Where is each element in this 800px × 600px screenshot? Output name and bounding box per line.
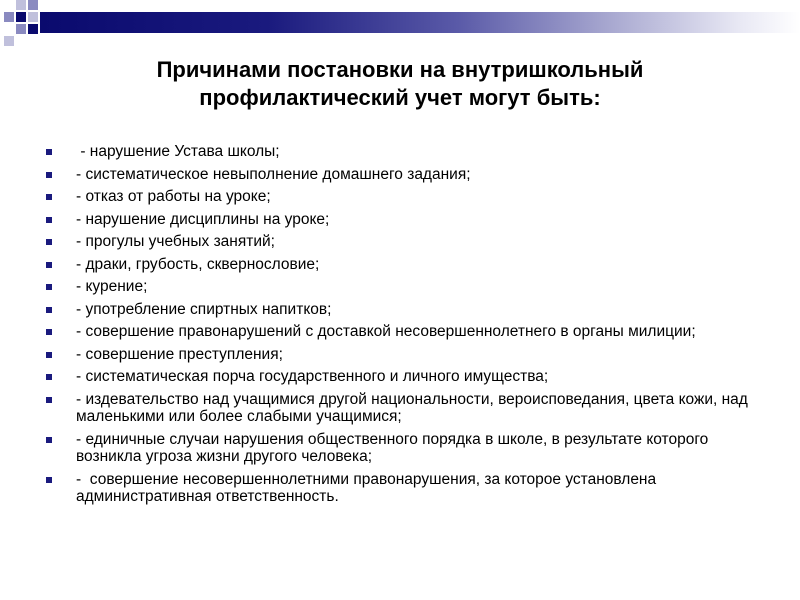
decor-square xyxy=(28,0,38,10)
list-item xyxy=(46,391,766,426)
square-bullet-icon xyxy=(46,374,52,380)
decor-square xyxy=(4,36,14,46)
list-item xyxy=(46,323,766,341)
decor-square xyxy=(28,12,38,22)
square-bullet-icon xyxy=(46,307,52,313)
list-item-text: - систематическое невыполнение домашнего задания; xyxy=(76,165,471,183)
header-decoration xyxy=(0,0,800,48)
list-item xyxy=(46,471,766,506)
square-bullet-icon xyxy=(46,217,52,223)
square-bullet-icon xyxy=(46,149,52,155)
reasons-list xyxy=(46,143,766,511)
square-bullet-icon xyxy=(46,194,52,200)
decor-square xyxy=(16,24,26,34)
slide-title-line-2: профилактический учет могут быть: xyxy=(199,85,601,110)
square-bullet-icon xyxy=(46,437,52,443)
square-bullet-icon xyxy=(46,397,52,403)
list-item-text: - издевательство над учащимися другой национальности, вероисповедания, цвета кожи, над маленькими или более слабыми учащимися; xyxy=(76,390,753,425)
list-item-text: - курение; xyxy=(76,278,148,295)
decor-square xyxy=(28,24,38,34)
list-item xyxy=(46,233,766,251)
list-item xyxy=(46,368,766,386)
list-item-text: - прогулы учебных занятий; xyxy=(76,233,275,250)
slide-title-line-1: Причинами постановки на внутришкольный xyxy=(156,57,644,82)
list-item-text: - совершение преступления; xyxy=(76,345,283,363)
list-item xyxy=(46,256,766,274)
decor-square xyxy=(4,12,14,22)
square-bullet-icon xyxy=(46,284,52,290)
list-item-text: - драки, грубость, сквернословие; xyxy=(76,255,320,273)
square-bullet-icon xyxy=(46,477,52,483)
list-item-text: - нарушение Устава школы; xyxy=(76,143,280,160)
list-item xyxy=(46,143,766,161)
list-item xyxy=(46,346,766,364)
list-item-text: - систематическая порча государственного и личного имущества; xyxy=(76,368,549,385)
list-item-text: - отказ от работы на уроке; xyxy=(76,188,271,205)
header-gradient-bar xyxy=(40,12,800,33)
square-bullet-icon xyxy=(46,352,52,358)
decor-square xyxy=(16,0,26,10)
list-item-text: - совершение несовершеннолетними правонарушения, за которое установлена административная ответственность. xyxy=(76,470,661,505)
list-item-text: - единичные случаи нарушения общественного порядка в школе, в результате которого возникла угроза жизни другого человека; xyxy=(76,430,713,465)
list-item xyxy=(46,188,766,206)
list-item-text: - нарушение дисциплины на уроке; xyxy=(76,210,330,228)
square-bullet-icon xyxy=(46,329,52,335)
square-bullet-icon xyxy=(46,239,52,245)
square-bullet-icon xyxy=(46,262,52,268)
square-bullet-icon xyxy=(46,172,52,178)
list-item-text: - употребление спиртных напитков; xyxy=(76,300,332,318)
list-item xyxy=(46,211,766,229)
slide-title xyxy=(40,56,760,112)
decor-square xyxy=(16,12,26,22)
list-item xyxy=(46,278,766,296)
list-item-text: - совершение правонарушений с доставкой несовершеннолетнего в органы милиции; xyxy=(76,323,696,340)
list-item xyxy=(46,166,766,184)
list-item xyxy=(46,431,766,466)
list-item xyxy=(46,301,766,319)
